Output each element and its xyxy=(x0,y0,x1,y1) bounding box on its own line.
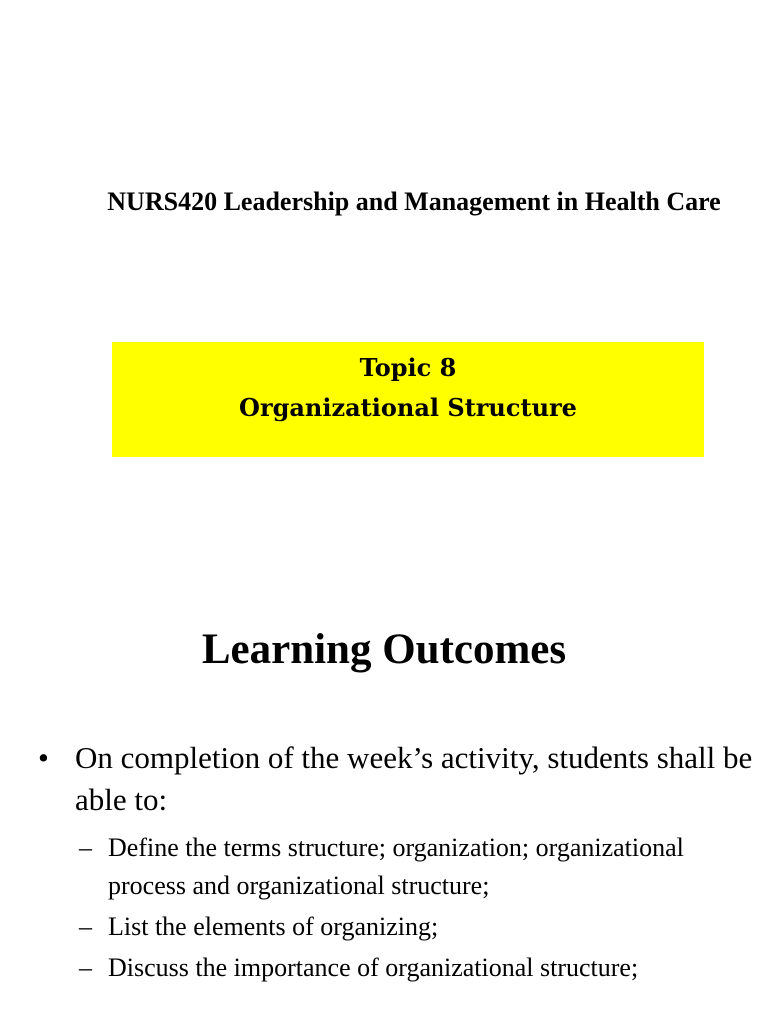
learning-outcomes-slide xyxy=(0,512,768,1024)
topic-box xyxy=(112,342,704,457)
slide-heading: Learning Outcomes xyxy=(201,626,567,673)
outcome-text: List the elements of organizing; xyxy=(108,912,439,941)
topic-number: Topic 8 xyxy=(359,353,457,382)
bullet-text: On completion of the week’s activity, students shall be able to: xyxy=(75,740,753,817)
bullet-marker: • xyxy=(38,740,49,775)
outcome-list xyxy=(79,829,758,987)
outcome-text: Discuss the importance of organizational structure; xyxy=(108,953,639,982)
dash-marker: – xyxy=(79,833,92,862)
dash-marker: – xyxy=(79,953,92,982)
outcome-item xyxy=(79,908,758,946)
outcome-item xyxy=(79,829,758,905)
course-title: NURS420 Leadership and Management in Health Care xyxy=(107,187,721,216)
outcome-item xyxy=(79,949,758,987)
bullet-item xyxy=(38,737,758,821)
topic-title: Organizational Structure xyxy=(239,393,577,422)
bullet-list xyxy=(38,737,758,990)
dash-marker: – xyxy=(79,912,92,941)
outcome-text: Define the terms structure; organization; organizational process and organizational structure; xyxy=(108,833,684,900)
